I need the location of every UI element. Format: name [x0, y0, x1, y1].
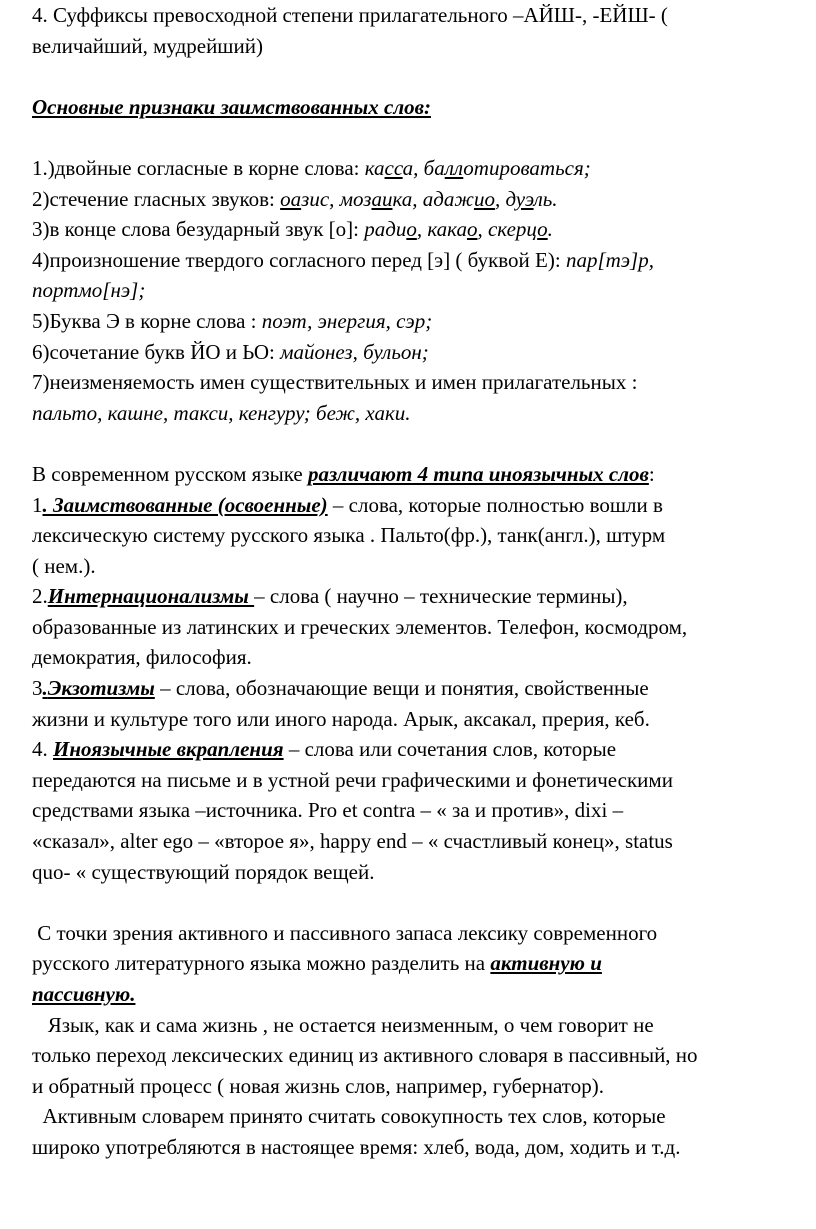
section-heading: Основные признаки заимствованных слов: [32, 94, 431, 119]
active-passive-line-3: пассивную. [32, 982, 136, 1006]
type-item-1-line-2: лексическую систему русского языка . Пальто(фр.), танк(англ.), штурм [32, 523, 666, 548]
sign-text: 3)в конце слова безударный звук [о]: [32, 217, 365, 242]
document-page [32, 0, 812, 1163]
type-item-2-line-2: образованные из латинских и греческих элементов. Телефон, космодром, [32, 614, 688, 639]
type-item-4-line-2: передаются на письме и в устной речи графическими и фонетическими [32, 767, 673, 792]
sign-item-7: 7)неизменяемость имен существительных и имен прилагательных : [32, 370, 638, 395]
sign-text: 5)Буква Э в корне слова : [32, 308, 262, 333]
sign-text: 4)произношение твердого согласного перед [э] ( буквой Е): [32, 247, 566, 272]
sign-item-2 [32, 184, 812, 215]
type-item-4: 4. Иноязычные вкрапления – слова или сочетания слов, которые [32, 737, 617, 762]
active-passive-line-1: С точки зрения активного и пассивного запаса лексику современного [32, 920, 658, 945]
sign-example: касса, баллотироваться; [364, 155, 591, 180]
active-para-line-1: Активным словарем принято считать совокупность тех слов, которые [32, 1104, 666, 1129]
sign-item-3 [32, 214, 812, 245]
type-item-4-line-4: «сказал», alter ego – «второе я», happy end – « счастливый конец», status [32, 829, 673, 854]
spacer [32, 61, 812, 92]
change-para-line-3: и обратный процесс ( новая жизнь слов, например, губернатор). [32, 1073, 604, 1098]
type-item-3-line-2: жизни и культуре того или иного народа. Арык, аксакал, прерия, кеб. [32, 706, 650, 731]
type-item-1: 1. Заимствованные (освоенные) – слова, которые полностью вошли в [32, 492, 663, 517]
sign-item-5 [32, 306, 812, 337]
sign-example: майонез, бульон; [280, 339, 429, 364]
change-para-line-1: Язык, как и сама жизнь , не остается неизменным, о чем говорит не [32, 1012, 654, 1037]
sign-example: пар[тэ]р, [565, 247, 654, 272]
sign-item-4-cont: портмо[нэ]; [32, 278, 146, 303]
type-item-3: 3.Экзотизмы – слова, обозначающие вещи и понятия, свойственные [32, 676, 649, 701]
type-term: Интернационализмы [47, 584, 255, 609]
type-item-4-line-5: quo- « существующий порядок вещей. [32, 859, 375, 884]
spacer [32, 428, 812, 459]
type-item-2: 2.Интернационализмы – слова ( научно – технические термины), [32, 584, 628, 609]
type-term: Заимствованные (освоенные) [53, 492, 328, 517]
active-passive-line-2: русского литературного языка можно разделить на активную и [32, 951, 602, 976]
suffix-line-2: величайший, мудрейший) [32, 33, 263, 58]
active-para-line-2: широко употребляются в настоящее время: хлеб, вода, дом, ходить и т.д. [32, 1134, 681, 1159]
sign-item-4 [32, 245, 812, 276]
sign-text: 2)стечение гласных звуков: [32, 186, 281, 211]
type-term: Иноязычные вкрапления [53, 737, 284, 762]
sign-item-7-cont: пальто, кашне, такси, кенгуру; беж, хаки. [32, 400, 411, 425]
suffix-line-1: 4. Суффиксы превосходной степени прилагательного –АЙШ-, -ЕЙШ- ( [32, 3, 668, 27]
spacer [32, 887, 812, 918]
type-item-1-line-3: ( нем.). [32, 553, 96, 578]
sign-example: радио, какао, скерцо. [364, 217, 553, 242]
sign-item-6 [32, 337, 812, 368]
sign-example: поэт, энергия, сэр; [261, 308, 433, 333]
spacer [32, 122, 812, 153]
sign-text: 6)сочетание букв ЙО и ЬО: [32, 339, 281, 364]
type-item-2-line-3: демократия, философия. [32, 645, 252, 670]
type-item-4-line-3: средствами языка –источника. Pro et contra – « за и против», dixi – [32, 798, 624, 823]
sign-text: 1.)двойные согласные в корне слова: [32, 155, 365, 180]
sign-item-1 [32, 153, 812, 184]
sign-example: оазис, мозаика, адажио, дуэль. [280, 186, 558, 211]
change-para-line-2: только переход лексических единиц из активного словаря в пассивный, но [32, 1043, 698, 1068]
type-term: Экзотизмы [47, 676, 155, 701]
types-intro: В современном русском языке различают 4 типа иноязычных слов: [32, 461, 655, 486]
